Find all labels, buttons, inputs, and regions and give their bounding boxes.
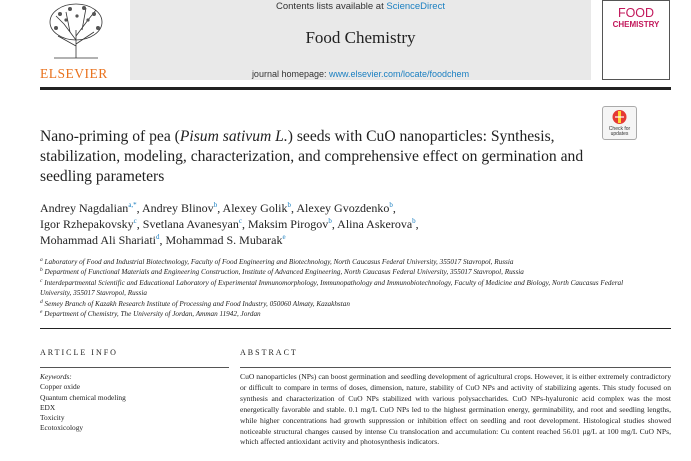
author-list: Andrey Nagdalian$^{a,*}$, Andrey Blinov$^b$, Alexey Golik$^b$, Alexey Gvozdenko$^b$, Igor Rzhepakovsky$^c$, Svetlana Avanesyan$^c$, Maksim Pirogov$^b$, Alina Askerova$^b$, Mohammad Ali Shariati$^d$, Mohammad S. Mubarak$^e$ bbox=[40, 201, 419, 247]
author[interactable]: Mohammad Ali Shariati$^d$ bbox=[40, 233, 160, 247]
author[interactable]: Igor Rzhepakovsky$^c$ bbox=[40, 217, 137, 231]
sciencedirect-link[interactable]: ScienceDirect bbox=[386, 1, 445, 12]
article-info-heading: ARTICLE INFO bbox=[40, 348, 118, 357]
contents-prefix: Contents lists available at bbox=[276, 1, 387, 12]
author[interactable]: Svetlana Avanesyan$^c$ bbox=[142, 217, 242, 231]
keywords-block bbox=[40, 372, 229, 434]
affiliation-item: $^d$ Semey Branch of Kazakh Research Institute of Processing and Food Industry, 050060 Almaty, Kazakhstan bbox=[40, 298, 350, 308]
keyword-item: Ecotoxicology bbox=[40, 423, 84, 433]
keyword-item: Copper oxide bbox=[40, 382, 81, 392]
affiliation-item: $^a$ Laboratory of Food and Industrial Biotechnology, Faculty of Food Engineering and Biotechnology, North Caucasus Federal University, 355017 Stavropol, Russia bbox=[40, 257, 514, 266]
journal-title: Food Chemistry bbox=[305, 28, 416, 47]
author[interactable]: Mohammad S. Mubarak$^e$ bbox=[165, 233, 286, 247]
affiliation-item: $^e$ Department of Chemistry, The University of Jordan, Amman 11942, Jordan bbox=[40, 309, 261, 319]
affiliation-list bbox=[40, 257, 640, 319]
journal-homepage bbox=[130, 69, 591, 79]
publisher-wordmark: ELSEVIER bbox=[40, 66, 108, 81]
author[interactable]: Andrey Blinov$^b$ bbox=[142, 201, 218, 215]
homepage-link[interactable]: www.elsevier.com/locate/foodchem bbox=[329, 69, 470, 79]
abstract-rule bbox=[240, 367, 671, 368]
keywords-label: Keywords: bbox=[40, 372, 72, 381]
author[interactable]: Andrey Nagdalian$^{a,*}$ bbox=[40, 201, 137, 215]
author[interactable]: Alexey Gvozdenko$^b$ bbox=[296, 201, 393, 215]
cover-title-chemistry: CHEMISTRY bbox=[612, 20, 660, 29]
header-divider bbox=[40, 87, 671, 90]
keyword-item: EDX bbox=[40, 402, 56, 412]
article-title: Nano-priming of pea (Pisum sativum L.) seeds with CuO nanoparticles: Synthesis, stabilization, modeling, characterization, and comprehensive effect on germination and seedling parameters bbox=[40, 128, 584, 185]
cover-title-food: FOOD bbox=[617, 6, 655, 20]
abstract-text: CuO nanoparticles (NPs) can boost germination and seedling development of agricultural crops. However, it is either extremely contradictory or difficult to compare in terms of doses, dimension, nature, stability of CuO NPs and activity of stabilizing agents. This study focused on synthesis and characterization of CuO NPs stabilized with various polysaccharides. CuO NPs-hyaluronic acid complex was the most energetically favorable and stable. 0.1 mg/L CuO NPs led to the highest germination energy, germinability, and root and seedling lengths, while higher concentrations had growth suppression or inhibition effect on seedling and root development. Histological studies showed noticeable structural changes caused by intense Cu translocation and accumulation: Cu content reached 56.01 μg/L at 100 mg/L CuO NPs, which affected antioxidant activity and photosynthesis indicators. bbox=[240, 372, 671, 447]
check-for-updates-label: Check for updates bbox=[608, 126, 631, 137]
contents-line bbox=[130, 1, 591, 12]
author[interactable]: Alexey Golik$^b$ bbox=[222, 201, 292, 215]
author[interactable]: Alina Askerova$^b$ bbox=[337, 217, 416, 231]
section-divider bbox=[40, 328, 671, 329]
keyword-item: Toxicity bbox=[40, 413, 65, 423]
abstract-heading: ABSTRACT bbox=[240, 348, 298, 357]
author[interactable]: Maksim Pirogov$^b$ bbox=[247, 217, 332, 231]
affiliation-item: $^b$ Department of Functional Materials and Engineering Construction, Institute of Advanced Engineering, North Caucasus Federal University, 355017 Stavropol, Russia bbox=[40, 267, 524, 277]
affiliation-item: $^c$ Interdepartmental Scientific and Educational Laboratory of Experimental Immunomorphology, Immunopathology and Immunobiotechnology, Faculty of Medicine and Biology, North Caucasus Federal University, 355017 Stavropol, Russia bbox=[40, 277, 624, 298]
article-info-rule bbox=[40, 367, 229, 368]
crossmark-icon bbox=[603, 107, 636, 127]
keyword-item: Quantum chemical modeling bbox=[40, 392, 126, 402]
homepage-prefix: journal homepage: bbox=[251, 69, 329, 79]
